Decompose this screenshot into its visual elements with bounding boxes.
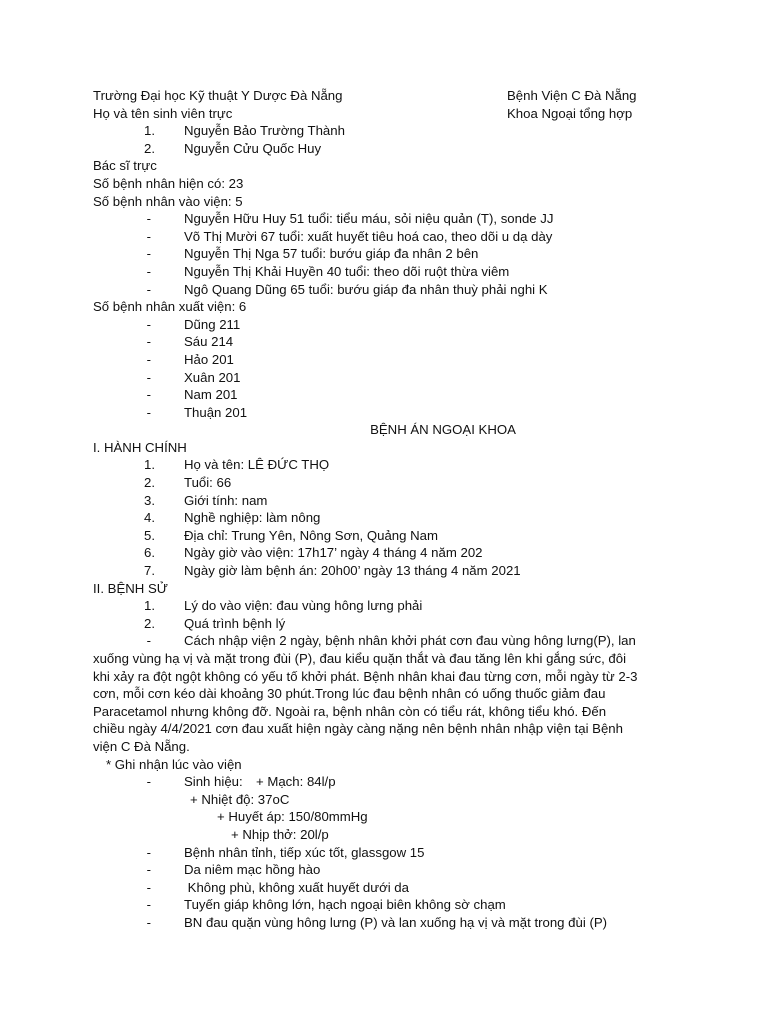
discharged-patient: Hảo 201 (184, 351, 234, 367)
list-item (0, 404, 768, 422)
admission-notes-label: * Ghi nhận lúc vào viện (106, 756, 242, 772)
admin-item (0, 474, 768, 492)
admitted-line (0, 193, 768, 211)
history-field: Lý do vào viện: đau vùng hông lưng phải (184, 598, 423, 614)
list-item (0, 333, 768, 351)
current-patients-line (0, 175, 768, 193)
item-number: 3. (144, 492, 155, 508)
list-item (0, 228, 768, 246)
item-number: 5. (144, 527, 155, 543)
document-page (0, 87, 768, 932)
doctor-label: Bác sĩ trực (93, 158, 157, 174)
admin-field: Họ và tên: LÊ ĐỨC THỌ (184, 457, 330, 473)
students-label: Họ và tên sinh viên trực (93, 105, 233, 121)
list-item (0, 245, 768, 263)
list-item (0, 386, 768, 404)
list-item (0, 263, 768, 281)
discharged-patient: Dũng 211 (184, 316, 241, 332)
item-number: 1. (144, 598, 155, 614)
student-item (0, 140, 768, 158)
finding: BN đau quặn vùng hông lưng (P) và lan xuống hạ vị và mặt trong đùi (P) (184, 914, 608, 930)
bullet-dash: - (146, 351, 151, 367)
admitted-patient: Nguyễn Thị Khải Huyền 40 tuổi: theo dõi ruột thừa viêm (184, 263, 510, 279)
item-number: 1. (144, 123, 155, 139)
admitted-patient: Võ Thị Mười 67 tuổi: xuất huyết tiêu hoá cao, theo dõi u dạ dày (184, 228, 553, 244)
bullet-dash: - (146, 263, 151, 279)
student-name: Nguyễn Cửu Quốc Huy (184, 140, 322, 156)
discharged-patient: Thuận 201 (184, 404, 248, 420)
admin-item (0, 509, 768, 527)
admin-item (0, 544, 768, 562)
list-item (0, 879, 768, 897)
hospital-name: Bệnh Viện C Đà Nẵng (507, 88, 637, 103)
list-item (0, 369, 768, 387)
admin-field: Ngày giờ làm bệnh án: 20h00’ ngày 13 tháng 4 năm 2021 (184, 563, 521, 579)
bullet-dash: - (146, 774, 151, 790)
bullet-dash: - (146, 211, 151, 227)
temperature-value: + Nhiệt độ: 37oC (190, 791, 290, 807)
blood-pressure-value: + Huyết áp: 150/80mmHg (217, 809, 368, 825)
bullet-dash: - (146, 914, 151, 930)
admin-item (0, 562, 768, 580)
admitted-patient: Nguyễn Hữu Huy 51 tuổi: tiểu máu, sỏi niệu quản (T), sonde JJ (184, 211, 554, 227)
bullet-dash: - (146, 404, 151, 420)
list-item (0, 861, 768, 879)
discharged-patient: Xuân 201 (184, 369, 241, 385)
admin-field: Ngày giờ vào viện: 17h17’ ngày 4 tháng 4 năm 202 (184, 545, 483, 561)
school-name: Trường Đại học Kỹ thuật Y Dược Đà Nẵng (93, 88, 343, 103)
bullet-dash: - (146, 897, 151, 913)
admin-field: Tuổi: 66 (184, 475, 232, 491)
list-item (0, 914, 768, 932)
admin-item (0, 456, 768, 474)
vitals-line (0, 808, 768, 826)
list-item (0, 896, 768, 914)
student-item (0, 122, 768, 140)
list-item (0, 844, 768, 862)
admin-field: Giới tính: nam (184, 492, 268, 508)
bullet-dash: - (146, 316, 151, 332)
record-title-line (0, 421, 768, 439)
bullet-dash: - (146, 228, 151, 244)
item-number: 1. (144, 457, 155, 473)
header-row (0, 105, 768, 123)
bullet-dash: - (146, 844, 151, 860)
list-item (0, 210, 768, 228)
finding: Bệnh nhân tỉnh, tiếp xúc tốt, glassgow 15 (184, 844, 425, 860)
discharged-patient: Nam 201 (184, 387, 238, 403)
discharged-patient: Sáu 214 (184, 334, 234, 350)
finding: Không phù, không xuất huyết dưới da (184, 879, 409, 895)
discharged-line (0, 298, 768, 316)
admission-notes-line (0, 756, 768, 774)
admin-field: Nghề nghiệp: làm nông (184, 510, 321, 526)
doctor-line (0, 157, 768, 175)
respiration-value: + Nhịp thở: 20l/p (231, 826, 329, 842)
vitals-line (0, 826, 768, 844)
vitals-label: Sinh hiệu: (184, 774, 243, 790)
admitted-patient: Ngô Quang Dũng 65 tuổi: bướu giáp đa nhân thuỳ phải nghi K (184, 281, 548, 297)
item-number: 2. (144, 140, 155, 156)
section-heading: II. BỆNH SỬ (93, 580, 169, 596)
list-item (0, 316, 768, 334)
bullet-dash: - (146, 879, 151, 895)
admitted-patient: Nguyễn Thị Nga 57 tuổi: bướu giáp đa nhân 2 bên (184, 246, 479, 262)
history-item (0, 615, 768, 633)
history-item (0, 597, 768, 615)
bullet-dash: - (146, 334, 151, 350)
history-paragraph-block (0, 632, 641, 755)
header-row (0, 87, 768, 105)
item-number: 2. (144, 475, 155, 491)
item-number: 7. (144, 563, 155, 579)
vitals-line (0, 791, 768, 809)
section-heading: I. HÀNH CHÍNH (93, 439, 187, 455)
bullet-dash: - (146, 862, 151, 878)
discharged-label: Số bệnh nhân xuất viện: 6 (93, 299, 247, 315)
record-title: BỆNH ÁN NGOẠI KHOA (370, 422, 516, 438)
bullet-dash: - (146, 281, 151, 297)
section-heading-line (0, 439, 768, 457)
bullet-dash: - (146, 387, 151, 403)
item-number: 6. (144, 545, 155, 561)
section-heading-line (0, 580, 768, 598)
pulse-value: + Mạch: 84l/p (256, 774, 336, 790)
student-name: Nguyễn Bảo Trường Thành (184, 123, 345, 139)
item-number: 2. (144, 615, 155, 631)
admin-field: Địa chỉ: Trung Yên, Nông Sơn, Quảng Nam (184, 527, 438, 543)
bullet-dash: - (146, 633, 151, 649)
list-item (0, 351, 768, 369)
list-item (0, 281, 768, 299)
bullet-dash: - (146, 246, 151, 262)
finding: Tuyến giáp không lớn, hạch ngoại biên không sờ chạm (184, 897, 506, 913)
admin-item (0, 527, 768, 545)
bullet-dash: - (146, 369, 151, 385)
finding: Da niêm mạc hồng hào (184, 862, 321, 878)
item-number: 4. (144, 510, 155, 526)
history-field: Quá trình bệnh lý (184, 615, 286, 631)
admin-item (0, 492, 768, 510)
history-paragraph: Cách nhập viện 2 ngày, bệnh nhân khởi phát cơn đau vùng hông lưng(P), lan xuống vùng hạ vị và mặt trong đùi (P), đau kiểu quặn thắt và đau tăng lên khi gắng sức, đôi khi xảy ra đột ngột không có yếu tố khởi phát. Bệnh nhân khai đau từng cơn, mỗi ngày từ 2-3 cơn, mỗi cơn kéo dài khoảng 30 phút.Trong lúc đau bệnh nhân có uống thuốc giảm đau Paracetamol nhưng không đỡ. Ngoài ra, bệnh nhân còn có tiểu rát, không tiểu khó. Đến chiều ngày 4/4/2021 cơn đau xuất hiện ngày càng nặng nên bệnh nhân nhập viện tại Bệnh viện C Đà Nẵng. (93, 633, 638, 754)
vitals-line (0, 773, 768, 791)
current-patients: Số bệnh nhân hiện có: 23 (93, 175, 244, 191)
department-name: Khoa Ngoại tổng hợp (507, 105, 633, 121)
admitted-label: Số bệnh nhân vào viện: 5 (93, 193, 243, 209)
